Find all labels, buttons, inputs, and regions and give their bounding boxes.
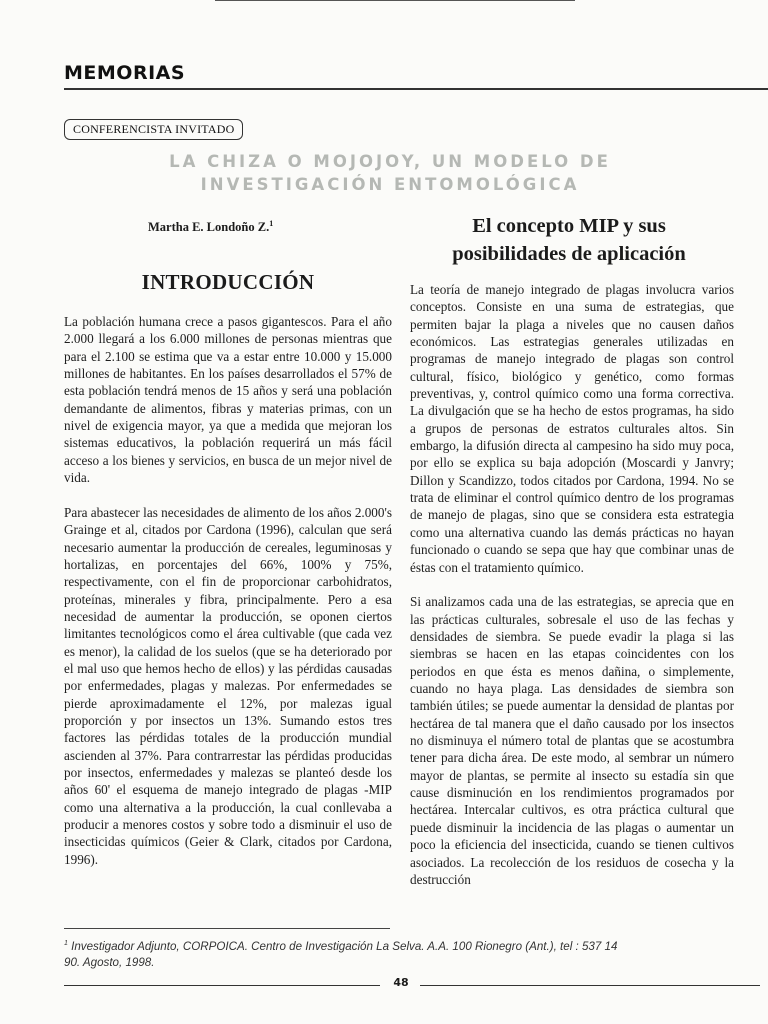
footnote-line-1 [64,936,744,955]
mip-heading-line-1: El concepto MIP y sus [472,215,666,237]
left-column [64,313,392,886]
mip-heading-line-2: posibilidades de aplicación [452,243,686,265]
right-column [410,281,734,906]
author-footnote-mark: 1 [269,219,274,228]
header-rule [64,88,768,90]
top-rule [215,0,575,1]
footnote-text-1: Investigador Adjunto, CORPOICA. Centro de Investigación La Selva. A.A. 100 Rionegro (Ant.), tel : 537 14 [71,939,618,953]
introduction-heading: INTRODUCCIÓN [141,270,315,294]
intro-paragraph-2: Para abastecer las necesidades de alimento de los años 2.000's Grainge et al, citados por Cardona (1996), calculan que será necesario aumentar la producción de cereales, leguminosas y hortalizas, en porcentajes del 66%, 100% y 75%, respectivamente, con el fin de proporcionar carbohidratos, proteínas, minerales y fibra, principalmente. Pero a esa necesidad de aumentar la producción, se oponen ciertos limitantes tecnológicos como el área cultivable (que cada vez es menor), la calidad de los suelos (que se ha deteriorado por el mal uso que hemos hecho de ellos) y las pérdidas causadas por enfermedades, plagas y malezas. Por enfermedades se pierde aproximadamente el 12%, por malezas igual proporción y por insectos un 13%. Sumando estos tres factores las pérdidas totales de la producción mundial ascienden al 37%. Para contrarrestar las pérdidas producidas por insectos, enfermedades y malezas se planteó desde los años 60' el esquema de manejo integrado de plagas -MIP como una alternativa a la producción, la cual conllevaba a producir a menores costos y sobre todo a disminuir el uso de insecticidas químicos (Geier & Clark, citados por Cardona, 1996). [64,504,392,867]
mip-paragraph-2: Si analizamos cada una de las estrategias, se aprecia que en las prácticas culturales, sobresale el uso de las fechas y densidades de siembra. Se puede evadir la plaga si las siembras se hacen en las etapas coincidentes con los periodos en que ésta es menos dañina, o simplemente, cuando no haya plaga. Las densidades de siembra son también útiles; se puede aumentar la densidad de plantas por hectárea de tal manera que el daño causado por los insectos no disminuya el número total de plantas que se acostumbra tener para dicha área. De este modo, al sembrar un número mayor de plantas, se permite al insecto su estadía sin que cause disminución en los rendimientos programados por hectárea. Intercalar cultivos, es otra práctica cultural que puede disminuir la incidencia de las plagas o aumentar un poco la eficiencia del insecticida, cuando se tienen cultivos asociados. La recolección de los residuos de cosecha y la destrucción [410,594,734,887]
footnote-line-2: 90. Agosto, 1998. [64,955,155,969]
article-title-line-1: LA CHIZA O MOJOJOY, UN MODELO DE [169,152,611,171]
intro-paragraph-1: La población humana crece a pasos gigantescos. Para el año 2.000 llegará a los 6.000 millones de personas mientras que para el 2.100 se estima que va a estar entre 10.000 y 15.000 millones de habitantes. En los países desarrollados el 57% de esta población tendrá menos de 15 años y será una población demandante de alimentos, fibras y materias primas, con un nivel de exigencia mayor, ya que a medida que mejoran los sistemas educativos, la población requerirá un más fácil acceso a los bienes y servicios, en busca de un mejor nivel de vida. [64,314,392,486]
article-title [150,150,630,196]
mip-paragraph-1: La teoría de manejo integrado de plagas involucra varios conceptos. Consiste en una suma de estrategias, que permiten bajar la plaga a niveles que no causen daños económicos. Las estrategias generales utilizadas en programas de manejo integrado de plagas son control cultural, físico, biológico y genético, como formas preventivas, y, control químico como una forma correctiva. La divulgación que se ha hecho de estos programas, ha sido a grupos de personas de estratos culturales altos. Sin embargo, la difusión directa al campesino ha sido muy poca, por ello se explica su baja adopción (Moscardi y Janvry; Dillon y Scandizzo, todos citados por Cardona, 1994. No se trata de eliminar el control químico dentro de los programas de manejo de plagas, sino que se considera esta estrategia como una alternativa cuando las demás prácticas no hayan funcionado o cuando se sepa que hay que combinar unas de éstas con el tratamiento químico. [410,282,734,575]
page-number: 48 [393,976,409,989]
section-title: MEMORIAS [64,62,186,84]
author-byline [148,219,273,235]
page-rule-left [64,985,380,986]
section-tag: CONFERENCISTA INVITADO [64,119,243,140]
page-rule-right [420,985,760,986]
article-title-line-2: INVESTIGACIÓN ENTOMOLÓGICA [200,175,580,194]
author-name: Martha E. Londoño Z. [148,220,270,235]
footnote [64,936,744,971]
mip-concept-heading [410,212,728,268]
footnote-rule [64,928,390,929]
footnote-mark: 1 [64,940,68,947]
